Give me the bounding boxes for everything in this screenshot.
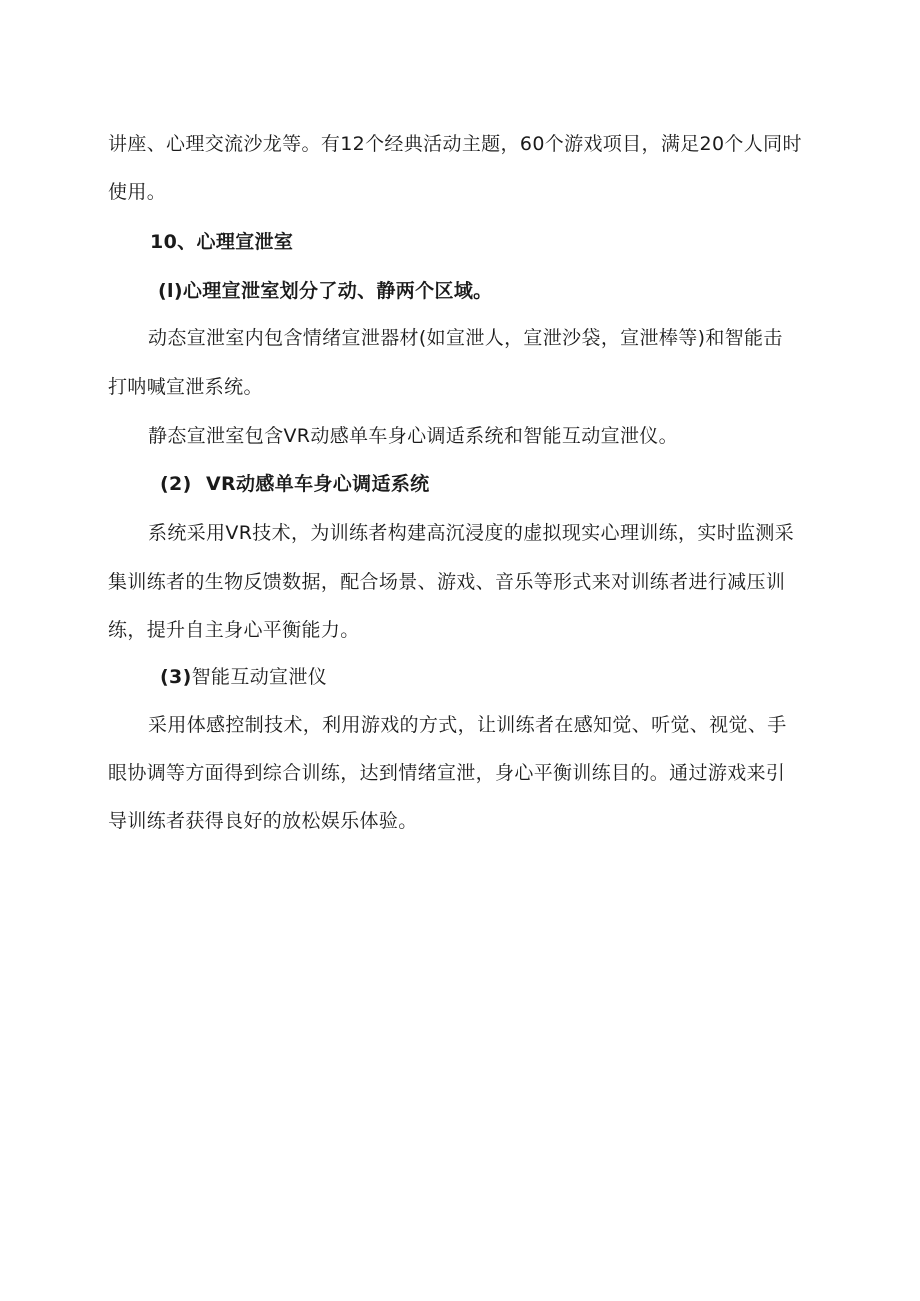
subsection-number: (2) [160,473,192,495]
subsection-title: VR动感单车身心调适系统 [206,473,430,495]
paragraph-line: 采用体感控制技术，利用游戏的方式，让训练者在感知觉、听觉、视觉、手 [148,714,787,736]
paragraph-line: 讲座、心理交流沙龙等。有12个经典活动主题，60个游戏项目，满足20个人同时 [108,133,802,155]
subsection-heading [160,665,327,689]
paragraph-line: 系统采用VR技术，为训练者构建高沉浸度的虚拟现实心理训练，实时监测采 [148,522,795,544]
paragraph-line: 动态宣泄室内包含情绪宣泄器材(如宣泄人，宣泄沙袋，宣泄棒等)和智能击 [148,327,783,349]
subsection-heading: (l)心理宣泄室划分了动、静两个区域。 [158,280,493,302]
paragraph-line: 眼协调等方面得到综合训练，达到情绪宣泄，身心平衡训练目的。通过游戏来引 [108,762,786,784]
subsection-title: 智能互动宣泄仪 [191,666,328,688]
section-heading: 10、心理宣泄室 [150,231,294,253]
paragraph-line: 练，提升自主身心平衡能力。 [108,619,360,641]
paragraph-line: 使用。 [108,181,167,203]
subsection-heading [160,472,430,496]
paragraph-line: 导训练者获得良好的放松娱乐体验。 [108,810,418,832]
paragraph-line: 打呐喊宣泄系统。 [108,376,263,398]
subsection-number: (3) [160,666,192,688]
paragraph-line: 静态宣泄室包含VR动感单车身心调适系统和智能互动宣泄仪。 [148,425,679,447]
paragraph-line: 集训练者的生物反馈数据，配合场景、游戏、音乐等形式来对训练者进行减压训 [108,571,786,593]
